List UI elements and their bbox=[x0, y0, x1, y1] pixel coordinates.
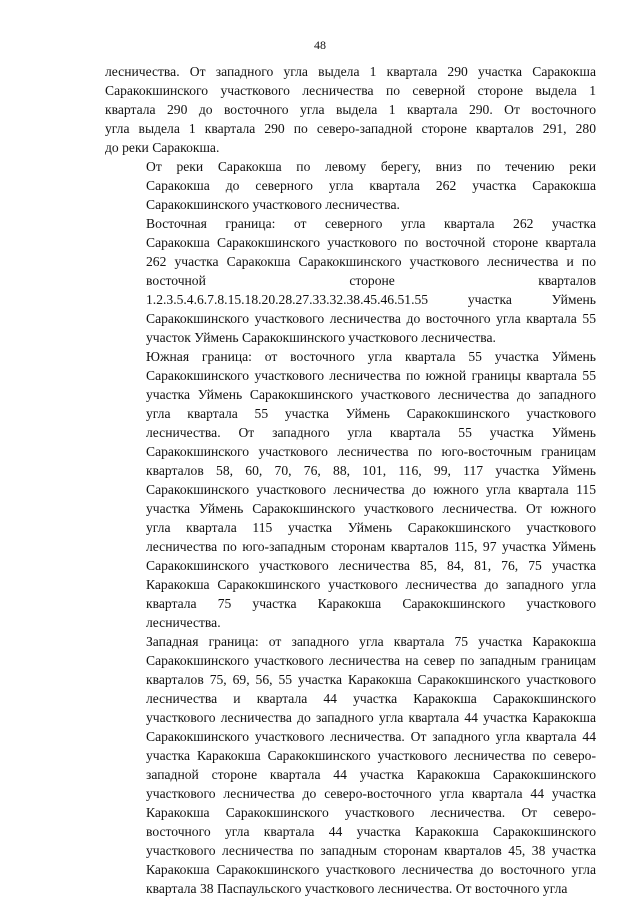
text-line: лесничества по юго-западным сторонам кварталов 115, 97 участка Уймень bbox=[146, 539, 596, 554]
page-number: 48 bbox=[314, 38, 326, 52]
paragraph bbox=[105, 632, 596, 898]
text-line: Каракокша Саракокшинского участкового лесничества до восточного угла bbox=[146, 862, 596, 877]
text-line: Восточная граница: от северного угла квартала 262 участка bbox=[146, 216, 596, 231]
text-line: Южная граница: от восточного угла квартала 55 участка Уймень bbox=[146, 349, 596, 364]
text-line: 1.2.3.5.4.6.7.8.15.18.20.28.27.33.32.38.45.46.51.55 участка Уймень bbox=[146, 292, 596, 307]
text-line: участкового лесничества по западным сторонам кварталов 45, 38 участка bbox=[146, 843, 596, 858]
text-line: Саракокшинского участкового лесничества по северной стороне выдела 1 bbox=[105, 83, 596, 98]
text-line: Саракокшинского участкового лесничества по юго-восточным границам bbox=[146, 444, 596, 459]
text-line: Саракокшинского участкового лесничества. От западного угла квартала 44 bbox=[146, 729, 596, 744]
text-line: участкового лесничества до западного угла квартала 44 участка Каракокша bbox=[146, 710, 596, 725]
text-line: Саракокша Саракокшинского участкового по восточной стороне квартала bbox=[146, 235, 596, 250]
text-line: Саракокшинского участкового лесничества по южной границы квартала 55 bbox=[146, 368, 596, 383]
text-line: От реки Саракокша по левому берегу, вниз по течению реки bbox=[146, 159, 596, 174]
paragraph bbox=[105, 157, 596, 214]
text-line: участкового лесничества до северо-восточного угла квартала 44 участка bbox=[146, 786, 596, 801]
text-line: лесничества. bbox=[146, 615, 221, 630]
paragraph bbox=[105, 347, 596, 632]
text-line: кварталов 58, 60, 70, 76, 88, 101, 116, 99, 117 участка Уймень bbox=[146, 463, 596, 478]
text-line: Каракокша Саракокшинского участкового лесничества до западного угла bbox=[146, 577, 596, 592]
paragraph bbox=[105, 214, 596, 347]
text-line: Западная граница: от западного угла квартала 75 участка Каракокша bbox=[146, 634, 596, 649]
body-text bbox=[105, 62, 596, 898]
text-line: восточного угла квартала 44 участка Каракокша Саракокшинского bbox=[146, 824, 596, 839]
text-line: Саракокшинского участкового лесничества на север по западным границам bbox=[146, 653, 596, 668]
paragraph bbox=[105, 62, 596, 157]
text-line: участка Каракокша Саракокшинского участкового лесничества по северо- bbox=[146, 748, 596, 763]
text-line: восточной стороне кварталов bbox=[146, 273, 596, 288]
text-line: западной стороне квартала 44 участка Каракокша Саракокшинского bbox=[146, 767, 596, 782]
text-line: лесничества. От западного угла квартала 55 участка Уймень bbox=[146, 425, 596, 440]
text-line: лесничества. От западного угла выдела 1 квартала 290 участка Саракокша bbox=[105, 64, 596, 79]
text-line: квартала 290 до восточного угла выдела 1 квартала 290. От восточного bbox=[105, 102, 596, 117]
text-line: Саракокшинского участкового лесничества. bbox=[146, 197, 400, 212]
text-line: лесничества и квартала 44 участка Каракокша Саракокшинского bbox=[146, 691, 596, 706]
text-line: угла выдела 1 квартала 290 по северо-западной стороне кварталов 291, 280 bbox=[105, 121, 596, 136]
text-line: Саракокшинского участкового лесничества до южного угла квартала 115 bbox=[146, 482, 596, 497]
text-line: угла квартала 55 участка Уймень Саракокшинского участкового bbox=[146, 406, 596, 421]
text-line: Саракокша до северного угла квартала 262 участка Саракокша bbox=[146, 178, 596, 193]
text-line: участок Уймень Саракокшинского участкового лесничества. bbox=[146, 330, 496, 345]
text-line: до реки Саракокша. bbox=[105, 140, 220, 155]
text-line: квартала 75 участка Каракокша Саракокшинского участкового bbox=[146, 596, 596, 611]
text-line: участка Уймень Саракокшинского участкового лесничества. От южного bbox=[146, 501, 596, 516]
text-line: угла квартала 115 участка Уймень Саракокшинского участкового bbox=[146, 520, 596, 535]
text-line: Саракокшинского участкового лесничества 85, 84, 81, 76, 75 участка bbox=[146, 558, 596, 573]
text-line: Саракокшинского участкового лесничества до восточного угла квартала 55 bbox=[146, 311, 596, 326]
text-line: кварталов 75, 69, 56, 55 участка Каракокша Саракокшинского участкового bbox=[146, 672, 596, 687]
text-line: Каракокша Саракокшинского участкового лесничества. От северо- bbox=[146, 805, 596, 820]
text-line: квартала 38 Паспаульского участкового лесничества. От восточного угла bbox=[146, 881, 568, 896]
text-line: 262 участка Саракокша Саракокшинского участкового лесничества и по bbox=[146, 254, 596, 269]
text-line: участка Уймень Саракокшинского участкового лесничества до западного bbox=[146, 387, 596, 402]
